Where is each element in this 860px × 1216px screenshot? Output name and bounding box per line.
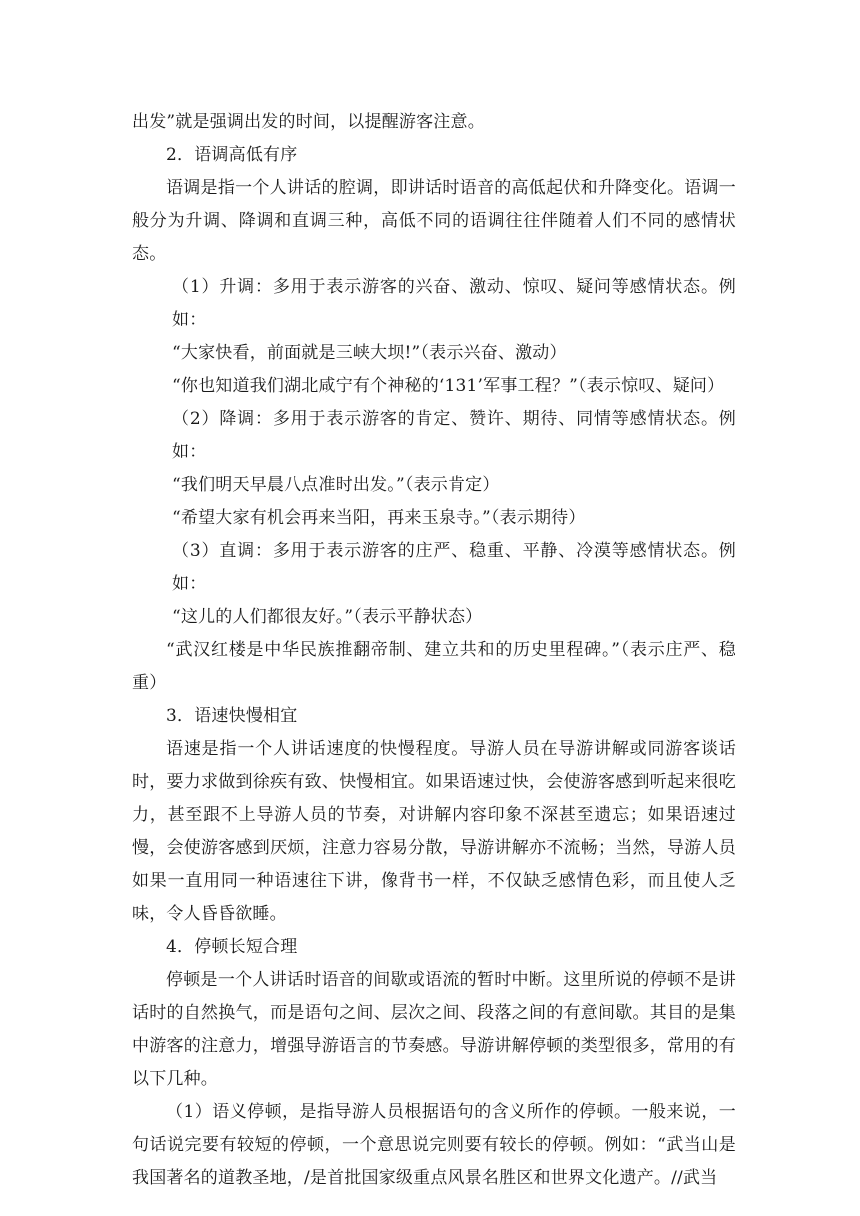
paragraph: 语调是指一个人讲话的腔调，即讲话时语音的高低起伏和升降变化。语调一般分为升调、降调和直调三种，高低不同的语调往往伴随着人们不同的感情状态。 — [132, 178, 736, 264]
section-heading: 4．停顿长短合理 — [166, 937, 298, 957]
example-quote: “武汉红楼是中华民族推翻帝制、建立共和的历史里程碑。”（表示庄严、稳重） — [132, 640, 736, 693]
example-quote: “希望大家有机会再来当阳，再来玉泉寺。”（表示期待） — [172, 508, 586, 528]
document-page — [132, 106, 736, 1195]
paragraph: 停顿是一个人讲话时语音的间歇或语流的暂时中断。这里所说的停顿不是讲话时的自然换气，而是语句之间、层次之间、段落之间的有意间歇。其目的是集中游客的注意力，增强导游语言的节奏感。导游讲解停顿的类型很多，常用的有以下几种。 — [132, 970, 736, 1089]
section-heading: 3．语速快慢相宜 — [166, 706, 298, 726]
example-quote: “我们明天早晨八点准时出发。”（表示肯定） — [172, 475, 500, 495]
list-item: （3）直调：多用于表示游客的庄严、稳重、平静、冷漠等感情状态。例如： — [172, 541, 736, 594]
paragraph: 出发”就是强调出发的时间，以提醒游客注意。 — [132, 112, 485, 132]
list-item: （2）降调：多用于表示游客的肯定、赞许、期待、同情等感情状态。例如： — [172, 409, 736, 462]
paragraph: （1）语义停顿，是指导游人员根据语句的含义所作的停顿。一般来说，一句话说完要有较短的停顿，一个意思说完则要有较长的停顿。例如：“武当山是我国著名的道教圣地，/是首批国家级重点风景名胜区和世界文化遗产。//武当 — [132, 1102, 736, 1188]
list-item: （1）升调：多用于表示游客的兴奋、激动、惊叹、疑问等感情状态。例如： — [172, 277, 736, 330]
example-quote: “这儿的人们都很友好。”（表示平静状态） — [172, 607, 483, 627]
section-heading: 2．语调高低有序 — [166, 145, 298, 165]
example-quote: “你也知道我们湖北咸宁有个神秘的‘131’军事工程？”（表示惊叹、疑问） — [172, 376, 725, 396]
paragraph: 语速是指一个人讲话速度的快慢程度。导游人员在导游讲解或同游客谈话时，要力求做到徐疾有致、快慢相宜。如果语速过快，会使游客感到听起来很吃力，甚至跟不上导游人员的节奏，对讲解内容印象不深甚至遗忘；如果语速过慢，会使游客感到厌烦，注意力容易分散，导游讲解亦不流畅；当然，导游人员如果一直用同一种语速往下讲，像背书一样，不仅缺乏感情色彩，而且使人乏味，令人昏昏欲睡。 — [132, 739, 736, 924]
example-quote: “大家快看，前面就是三峡大坝!”（表示兴奋、激动） — [172, 343, 567, 363]
